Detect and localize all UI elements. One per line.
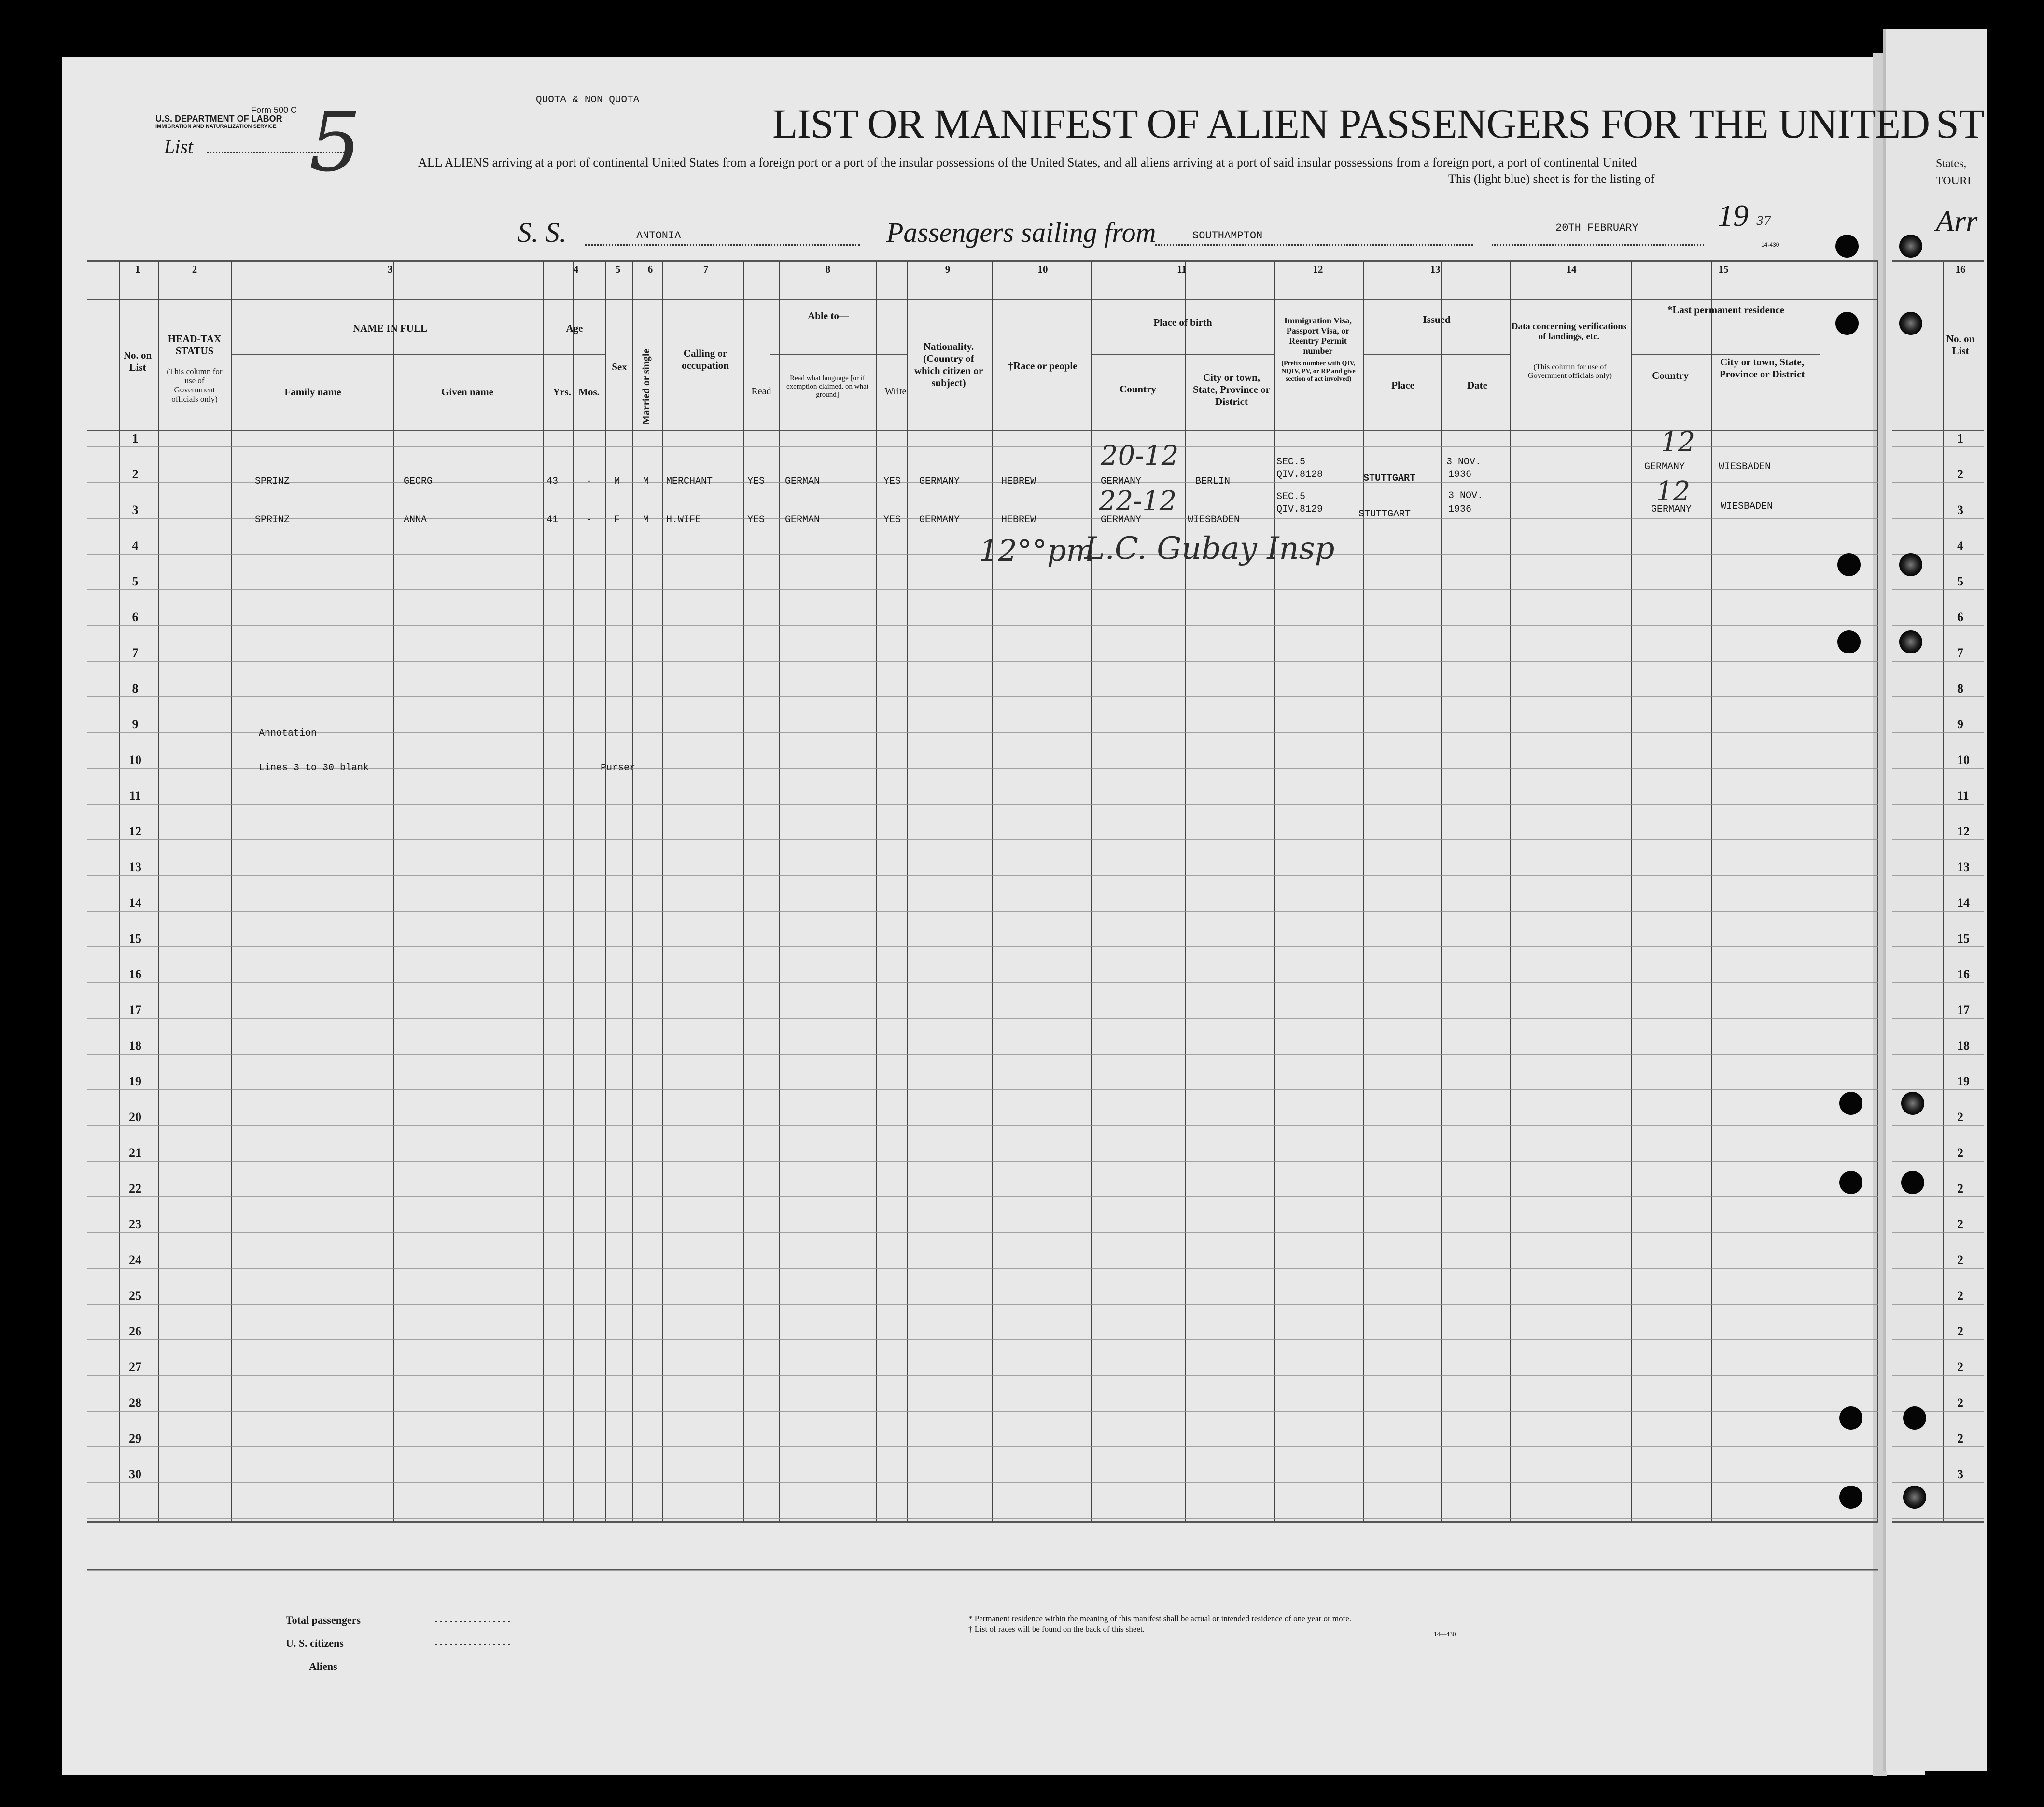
next-sheet-line1: States, — [1936, 157, 1967, 170]
punch-hole — [1839, 1092, 1862, 1115]
row-number: 20 — [129, 1110, 141, 1124]
header-calling: Calling or occupation — [681, 348, 729, 371]
age-months: - — [586, 476, 592, 487]
visa-number: QIV.8128 — [1276, 469, 1323, 480]
right-row-number: 2 — [1957, 467, 1963, 481]
col-number: 13 — [1430, 264, 1441, 275]
row-number: 6 — [132, 610, 139, 624]
header-landings-note: (This column for use of Government officials only) — [1528, 363, 1612, 380]
can-write: YES — [883, 476, 901, 487]
age-years: 41 — [546, 514, 559, 526]
residence-city: WIESBADEN — [1721, 501, 1773, 512]
issued-place: STUTTGART — [1363, 473, 1416, 484]
row-number: 5 — [132, 574, 139, 588]
footer-total-label: Total passengers — [286, 1614, 361, 1626]
header-last-residence: *Last permanent residence — [1667, 304, 1785, 316]
right-row-number: 2 — [1957, 1324, 1963, 1338]
header-name-in-full: NAME IN FULL — [352, 322, 427, 334]
inspector-signature: L.C. Gubay Insp — [1084, 531, 1335, 567]
right-row-number: 2 — [1957, 1182, 1963, 1195]
footer-note-2: † List of races will be found on the back of this sheet. — [968, 1625, 1145, 1634]
birth-country: GERMANY — [1101, 476, 1142, 487]
header-issued-date: Date — [1467, 379, 1487, 391]
right-row-number: 2 — [1957, 1432, 1963, 1446]
row-number: 2 — [132, 467, 139, 481]
birth-city: WIESBADEN — [1188, 514, 1240, 526]
age-years: 43 — [546, 476, 559, 487]
punch-hole — [1899, 312, 1922, 335]
right-row-number: 13 — [1957, 860, 1970, 874]
year-suffix: 37 — [1756, 214, 1771, 228]
col-number: 8 — [825, 264, 831, 275]
occupation: MERCHANT — [666, 476, 713, 487]
race: HEBREW — [1001, 514, 1036, 526]
family-name: SPRINZ — [255, 514, 290, 526]
row-number: 7 — [132, 646, 139, 660]
nationality: GERMANY — [919, 476, 960, 487]
header-write: Write — [884, 386, 907, 397]
row-number: 29 — [129, 1432, 141, 1446]
right-row-number: 2 — [1957, 1146, 1963, 1160]
birth-city: BERLIN — [1195, 476, 1231, 487]
row-number: 18 — [129, 1039, 141, 1053]
right-row-number: 17 — [1957, 1003, 1970, 1017]
punch-hole — [1903, 1406, 1926, 1430]
issued-year: 1936 — [1448, 469, 1472, 480]
next-sheet-title: ST — [1936, 100, 1985, 147]
row-number: 28 — [129, 1396, 141, 1410]
row-number: 15 — [129, 931, 141, 945]
row-number: 19 — [129, 1074, 141, 1088]
right-row-number: 6 — [1957, 610, 1963, 624]
header-nationality: Nationality. (Country of which citizen or subject) — [914, 341, 983, 389]
col-number: 7 — [703, 264, 709, 275]
right-row-number: 9 — [1957, 717, 1963, 731]
occupation: H.WIFE — [666, 514, 701, 526]
header-read: Read — [751, 386, 771, 397]
given-name: GEORG — [404, 476, 433, 487]
right-row-number: 3 — [1957, 503, 1963, 517]
col-number: 1 — [135, 264, 140, 275]
next-sheet-line2: TOURI — [1936, 175, 1971, 187]
header-birth-country: Country — [1120, 383, 1156, 395]
col-number: 14 — [1566, 264, 1577, 275]
issued-place: STUTTGART — [1358, 509, 1411, 520]
row-number: 27 — [129, 1360, 141, 1374]
handwritten-birth-mark: 22-12 — [1099, 486, 1177, 517]
marital-status: M — [643, 514, 649, 526]
row-number: 13 — [129, 860, 141, 874]
row-number: 17 — [129, 1003, 141, 1017]
visa-number: QIV.8129 — [1276, 504, 1323, 515]
header-res-country: Country — [1652, 370, 1689, 381]
punch-hole — [1899, 553, 1922, 576]
birth-country: GERMANY — [1101, 514, 1142, 526]
department: U.S. DEPARTMENT OF LABOR — [155, 114, 282, 124]
right-row-number: 2 — [1957, 1396, 1963, 1410]
row-number: 12 — [129, 824, 141, 838]
nationality: GERMANY — [919, 514, 960, 526]
punch-hole — [1837, 630, 1861, 653]
port-line — [1155, 244, 1473, 246]
year-prefix: 19 — [1718, 198, 1749, 233]
language: GERMAN — [785, 476, 820, 487]
row-number: 4 — [132, 539, 139, 553]
row-number: 3 — [132, 503, 139, 517]
punch-hole — [1839, 1171, 1862, 1194]
header-family-name: Family name — [284, 386, 341, 398]
manifest-subtitle-2: This (light blue) sheet is for the listing of — [1448, 172, 1655, 186]
row-number: 25 — [129, 1289, 141, 1303]
handwritten-time-note: 12°°pm — [979, 533, 1095, 568]
col-number: 6 — [647, 264, 653, 275]
col-number: 11 — [1177, 264, 1187, 275]
list-number: 5 — [309, 95, 362, 190]
right-row-number: 5 — [1957, 574, 1963, 588]
annotation-role: Purser — [601, 763, 636, 774]
footer-aliens-label: Aliens — [309, 1660, 337, 1672]
header-yrs: Yrs. — [553, 386, 571, 398]
race: HEBREW — [1001, 476, 1036, 487]
family-name: SPRINZ — [255, 476, 290, 487]
row-number: 21 — [129, 1146, 141, 1160]
right-row-number: 10 — [1957, 753, 1970, 767]
col-number: 15 — [1718, 264, 1729, 275]
form-number: Form 500 C — [251, 105, 297, 115]
punch-hole — [1899, 235, 1922, 258]
header-landings: Data concerning verifications of landings, etc. — [1511, 321, 1627, 342]
row-number: 1 — [132, 431, 139, 445]
marital-status: M — [643, 476, 649, 487]
header-no-on-list: No. on List — [123, 349, 152, 373]
right-row-number: 11 — [1957, 789, 1969, 803]
header-birth-city: City or town, State, Province or District — [1193, 372, 1270, 407]
header-issued: Issued — [1423, 314, 1451, 325]
row-number: 8 — [132, 681, 139, 695]
right-row-number: 4 — [1957, 539, 1963, 553]
issued-year: 1936 — [1448, 504, 1472, 515]
col-number: 4 — [573, 264, 579, 275]
footer-citizens-label: U. S. citizens — [286, 1637, 344, 1649]
right-row-number: 2 — [1957, 1360, 1963, 1374]
ss-label: S. S. — [518, 217, 567, 248]
given-name: ANNA — [404, 514, 427, 526]
right-row-number: 8 — [1957, 681, 1963, 695]
right-row-number: 15 — [1957, 931, 1970, 945]
col-number: 10 — [1037, 264, 1048, 275]
language: GERMAN — [785, 514, 820, 526]
right-row-number: 2 — [1957, 1253, 1963, 1267]
date-line — [1492, 244, 1704, 246]
right-row-number: 2 — [1957, 1217, 1963, 1231]
right-row-number: 16 — [1957, 967, 1970, 981]
header-given-name: Given name — [441, 386, 493, 398]
row-number: 23 — [129, 1217, 141, 1231]
issued-date: 3 NOV. — [1446, 457, 1482, 468]
punch-hole — [1899, 630, 1922, 653]
header-married: Married or single — [640, 348, 652, 425]
port-name: SOUTHAMPTON — [1192, 230, 1263, 242]
header-mos: Mos. — [578, 386, 600, 398]
punch-hole — [1837, 553, 1861, 576]
can-read: YES — [747, 514, 765, 526]
form-code: 14-430 — [1761, 241, 1779, 248]
punch-hole — [1835, 312, 1859, 335]
header-head-tax: HEAD-TAX STATUS — [168, 333, 222, 357]
residence-country: GERMANY — [1644, 461, 1685, 473]
footer-note-1: * Permanent residence within the meaning of this manifest shall be actual or intended residence of one year or more. — [968, 1614, 1352, 1623]
sailing-label: Passengers sailing from — [886, 217, 1156, 248]
right-row-number: 3 — [1957, 1467, 1963, 1481]
right-row-number: 18 — [1957, 1039, 1970, 1053]
list-label: List — [164, 136, 194, 157]
handwritten-residence-mark: 12 — [1661, 427, 1695, 458]
header-issued-place: Place — [1391, 379, 1414, 391]
header-res-city: City or town, State, Province or District — [1719, 356, 1805, 380]
right-row-number: 2 — [1957, 1289, 1963, 1303]
row-number: 30 — [129, 1467, 141, 1481]
next-sheet-arr: Arr — [1936, 205, 1978, 238]
right-row-number: 14 — [1957, 896, 1970, 910]
right-row-number: 2 — [1957, 1110, 1963, 1124]
col-number: 9 — [945, 264, 951, 275]
ship-line — [585, 244, 860, 246]
punch-hole — [1839, 1406, 1862, 1430]
header-no-on-list-right: No. on List — [1946, 333, 1975, 357]
handwritten-residence-mark: 12 — [1656, 476, 1691, 507]
handwritten-birth-mark: 20-12 — [1101, 440, 1179, 472]
row-number: 16 — [129, 967, 141, 981]
quota-stamp: QUOTA & NON QUOTA — [536, 95, 640, 106]
right-row-number: 1 — [1957, 431, 1963, 445]
punch-hole — [1839, 1486, 1862, 1509]
right-row-number: 7 — [1957, 646, 1963, 660]
col-number: 16 — [1955, 264, 1966, 275]
age-months: - — [586, 514, 592, 526]
right-row-number: 12 — [1957, 824, 1970, 838]
row-number: 9 — [132, 717, 139, 731]
manifest-title: LIST OR MANIFEST OF ALIEN PASSENGERS FOR THE UNITED — [772, 100, 1930, 147]
punch-hole — [1901, 1171, 1924, 1194]
annotation-title: Annotation — [259, 728, 317, 739]
header-able-to: Able to— — [808, 310, 849, 321]
annotation-text: Lines 3 to 30 blank — [259, 763, 369, 774]
service: IMMIGRATION AND NATURALIZATION SERVICE — [155, 124, 277, 129]
sailing-date: 20TH FEBRUARY — [1555, 222, 1638, 234]
row-number: 22 — [129, 1182, 141, 1195]
header-visa-note: (Prefix number with QIV, NQIV, PV, or RP and give section of act involved) — [1281, 360, 1356, 383]
residence-country: GERMANY — [1651, 504, 1692, 515]
header-place-of-birth: Place of birth — [1153, 317, 1212, 328]
ship-name: ANTONIA — [636, 230, 681, 242]
right-row-number: 19 — [1957, 1074, 1970, 1088]
col-number: 3 — [387, 264, 393, 275]
can-read: YES — [747, 476, 765, 487]
manifest-subtitle-1: ALL ALIENS arriving at a port of continental United States from a foreign port or a port of the insular possessions of the United States, and all aliens arriving at a port of said insular possessions from a foreign port, a port of continental United — [418, 155, 1637, 169]
row-number: 11 — [129, 789, 141, 803]
col-number: 2 — [192, 264, 197, 275]
issued-date: 3 NOV. — [1448, 490, 1484, 501]
punch-hole — [1901, 1092, 1924, 1115]
row-number: 14 — [129, 896, 141, 910]
row-number: 10 — [129, 753, 141, 767]
col-number: 5 — [615, 264, 621, 275]
header-visa: Immigration Visa, Passport Visa, or Reentry Permit number — [1284, 316, 1352, 356]
col-number: 12 — [1313, 264, 1323, 275]
punch-hole — [1835, 235, 1859, 258]
row-number: 26 — [129, 1324, 141, 1338]
can-write: YES — [883, 514, 901, 526]
visa-section: SEC.5 — [1276, 457, 1306, 468]
sex: F — [614, 514, 620, 526]
header-age: Age — [566, 322, 583, 334]
sex: M — [614, 476, 620, 487]
residence-city: WIESBADEN — [1719, 461, 1771, 473]
header-race: †Race or people — [1008, 360, 1078, 372]
header-sex: Sex — [612, 361, 627, 373]
row-number: 24 — [129, 1253, 141, 1267]
visa-section: SEC.5 — [1276, 491, 1306, 502]
punch-hole — [1903, 1486, 1926, 1509]
header-head-tax-note: (This column for use of Government officials only) — [167, 367, 223, 403]
header-read-language: Read what language [or if exemption claimed, on what ground] — [786, 375, 868, 399]
footer-code: 14—430 — [1434, 1630, 1456, 1638]
